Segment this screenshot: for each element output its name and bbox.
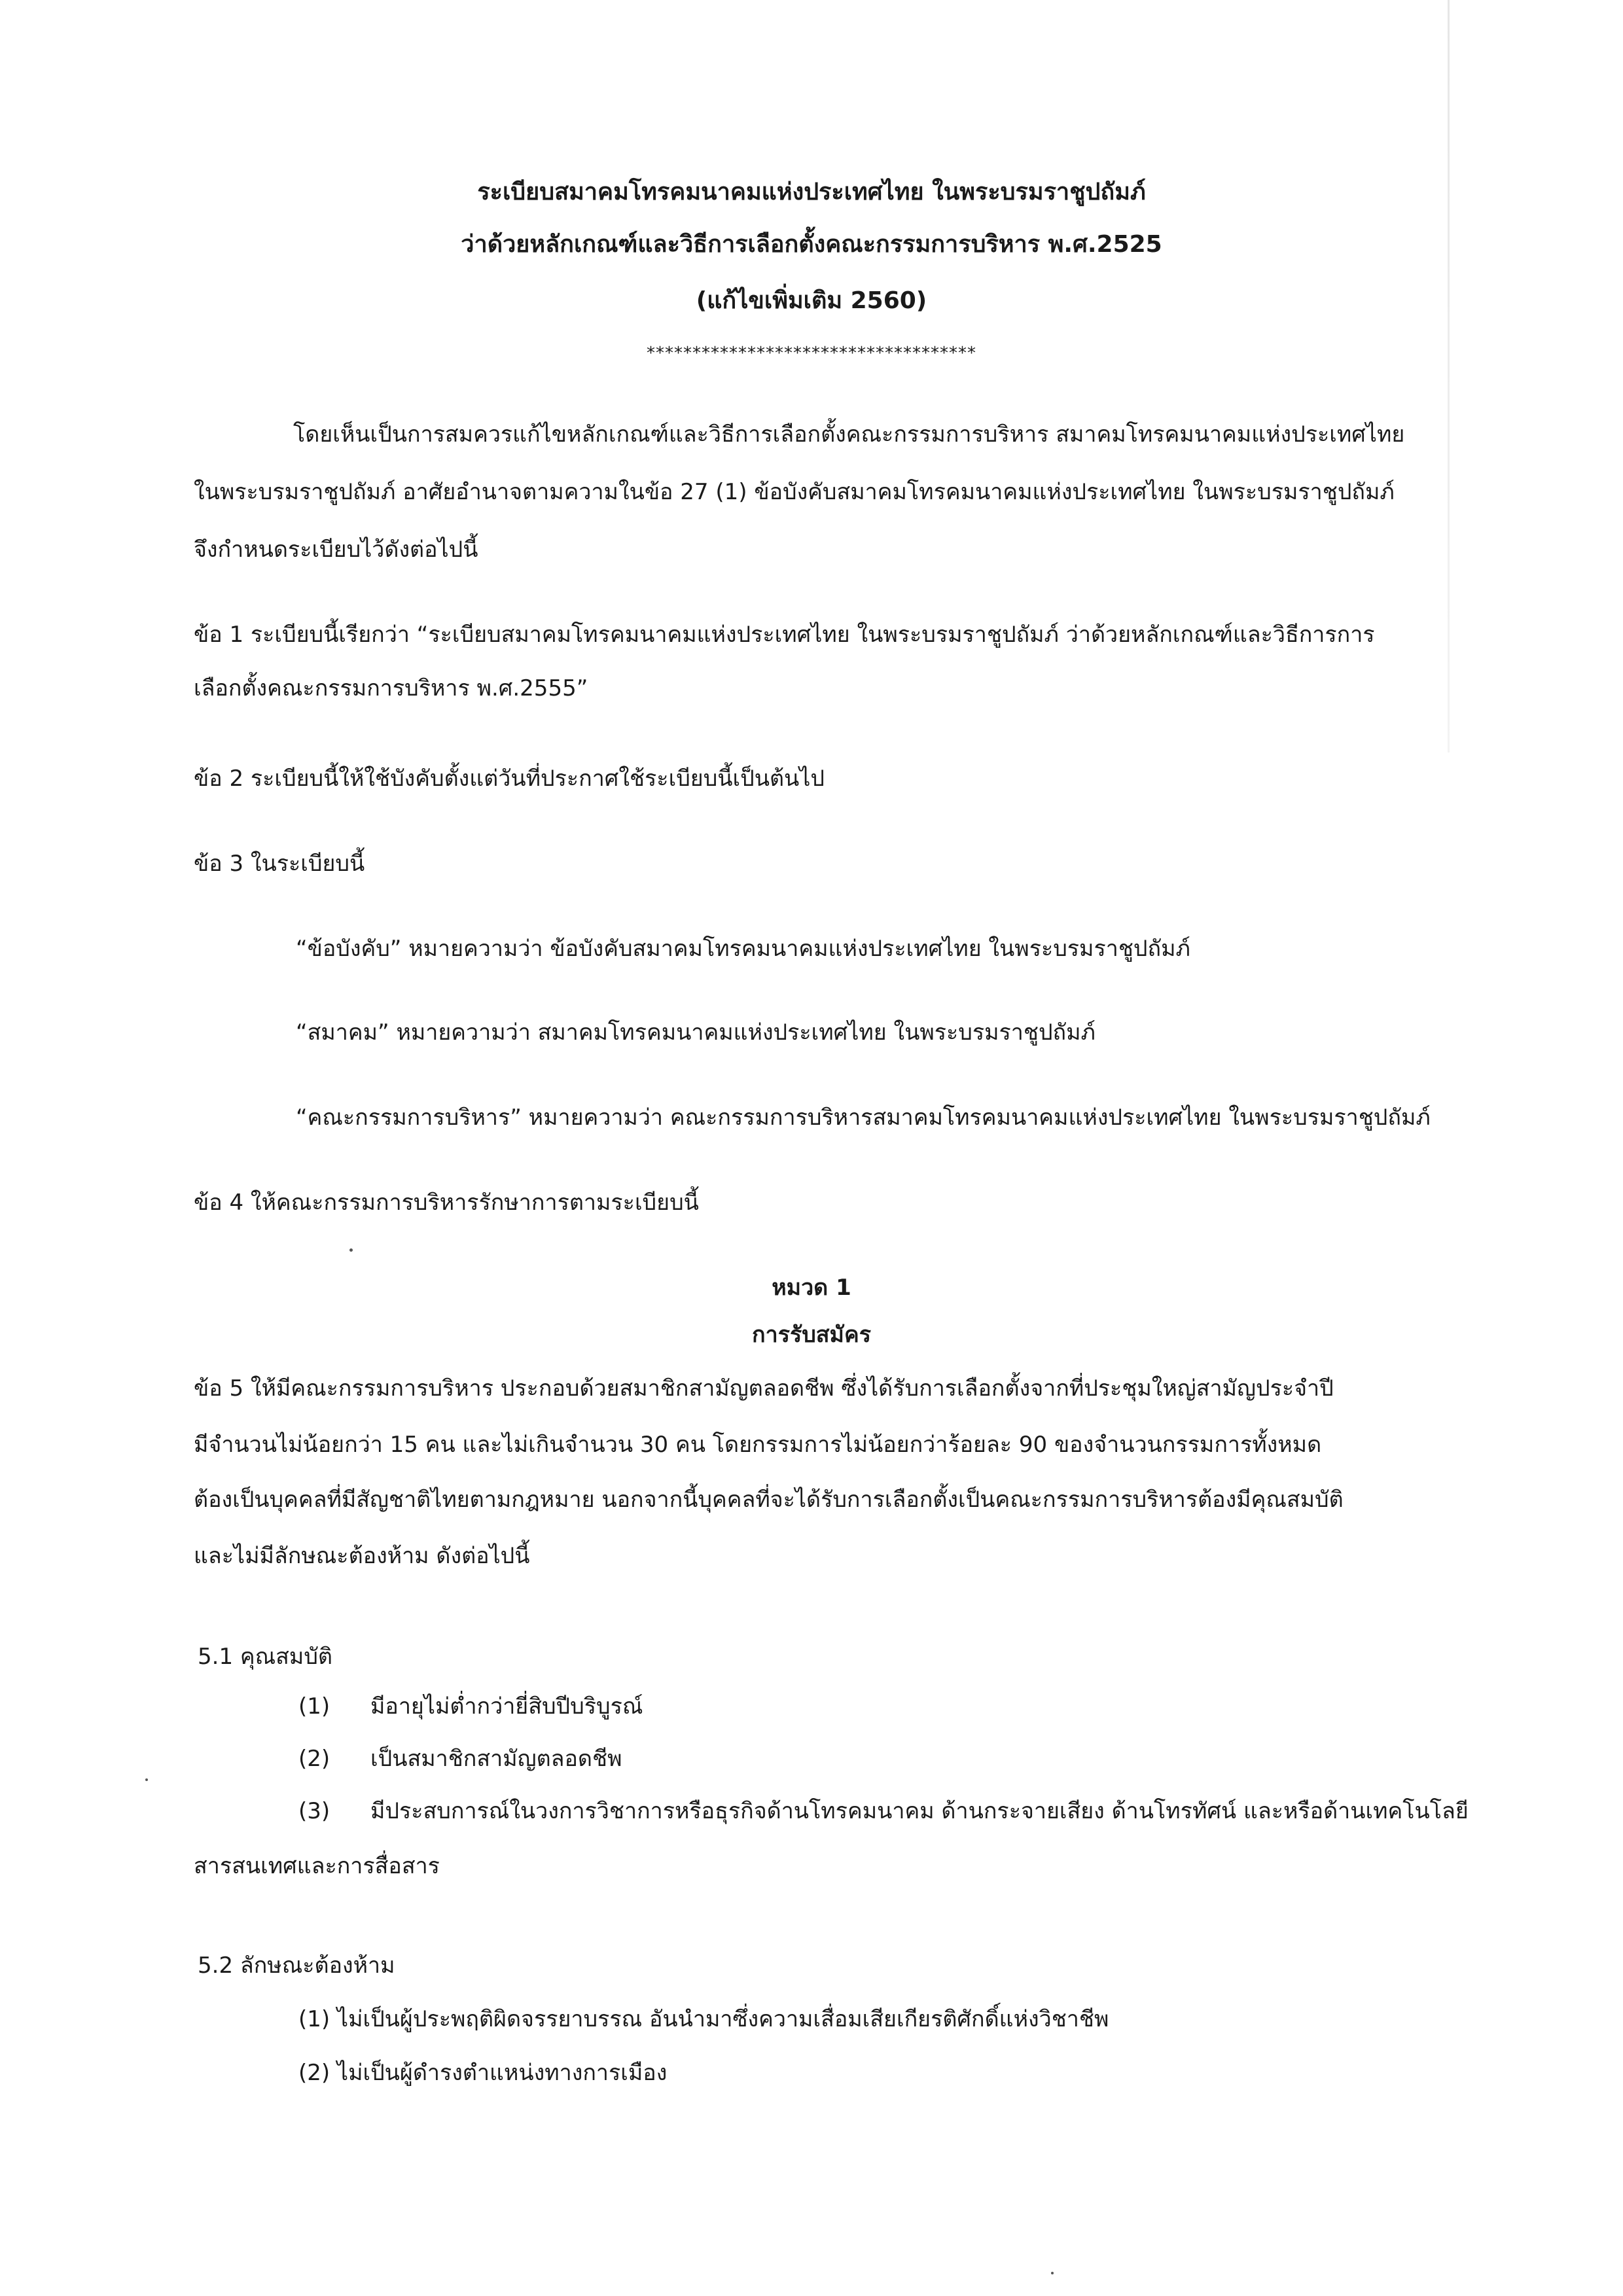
clause-2: ข้อ 2 ระเบียบนี้ให้ใช้บังคับตั้งแต่วันที่ประกาศใช้ระเบียบนี้เป็นต้นไป <box>194 766 825 792</box>
chapter-title: การรับสมัคร <box>752 1322 871 1348</box>
qualification-2-number: (2) <box>298 1746 330 1772</box>
scan-speck <box>349 1248 353 1252</box>
qualification-3-continuation: สารสนเทศและการสื่อสาร <box>194 1853 440 1879</box>
title-line-1: ระเบียบสมาคมโทรคมนาคมแห่งประเทศไทย ในพระบรมราชูปถัมภ์ <box>477 179 1146 205</box>
clause-1-line-2: เลือกตั้งคณะกรรมการบริหาร พ.ศ.2555” <box>194 675 588 701</box>
qualification-1-number: (1) <box>298 1693 330 1720</box>
qualification-3-number: (3) <box>298 1798 330 1824</box>
clause-5-line-1: ข้อ 5 ให้มีคณะกรรมการบริหาร ประกอบด้วยสมาชิกสามัญตลอดชีพ ซึ่งได้รับการเลือกตั้งจากที่ประชุมใหญ่สามัญประจำปี <box>194 1375 1334 1402</box>
qualification-2-text: เป็นสมาชิกสามัญตลอดชีพ <box>370 1746 622 1772</box>
section-5-2-heading: 5.2 ลักษณะต้องห้าม <box>198 1952 395 1979</box>
definition-executive-committee: “คณะกรรมการบริหาร” หมายความว่า คณะกรรมการบริหารสมาคมโทรคมนาคมแห่งประเทศไทย ในพระบรมราชูปถัมภ์ <box>296 1104 1431 1131</box>
preamble-line-3: จึงกำหนดระเบียบไว้ดังต่อไปนี้ <box>194 537 478 563</box>
title-separator: ************************************ <box>647 344 976 363</box>
title-line-3: (แก้ไขเพิ่มเติม 2560) <box>696 287 927 314</box>
prohibition-1: (1) ไม่เป็นผู้ประพฤติผิดจรรยาบรรณ อันนำมาซึ่งความเสื่อมเสียเกียรติศักดิ์แห่งวิชาชีพ <box>298 2006 1109 2032</box>
scan-speck <box>145 1778 148 1781</box>
definition-regulations: “ข้อบังคับ” หมายความว่า ข้อบังคับสมาคมโทรคมนาคมแห่งประเทศไทย ในพระบรมราชูปถัมภ์ <box>296 936 1190 962</box>
title-line-2: ว่าด้วยหลักเกณฑ์และวิธีการเลือกตั้งคณะกรรมการบริหาร พ.ศ.2525 <box>461 231 1162 258</box>
clause-5-line-3: ต้องเป็นบุคคลที่มีสัญชาติไทยตามกฎหมาย นอกจากนี้บุคคลที่จะได้รับการเลือกตั้งเป็นคณะกรรมการบริหารต้องมีคุณสมบัติ <box>194 1487 1344 1513</box>
clause-1-line-1: ข้อ 1 ระเบียบนี้เรียกว่า “ระเบียบสมาคมโทรคมนาคมแห่งประเทศไทย ในพระบรมราชูปถัมภ์ ว่าด้วยหลักเกณฑ์และวิธีการการ <box>194 622 1375 648</box>
preamble-line-1: โดยเห็นเป็นการสมควรแก้ไขหลักเกณฑ์และวิธีการเลือกตั้งคณะกรรมการบริหาร สมาคมโทรคมนาคมแห่งประเทศไทย <box>293 421 1405 448</box>
clause-4: ข้อ 4 ให้คณะกรรมการบริหารรักษาการตามระเบียบนี้ <box>194 1190 699 1216</box>
preamble-line-2: ในพระบรมราชูปถัมภ์ อาศัยอำนาจตามความในข้อ 27 (1) ข้อบังคับสมาคมโทรคมนาคมแห่งประเทศไทย ในพระบรมราชูปถัมภ์ <box>194 479 1395 505</box>
scan-edge-line <box>1448 0 1450 752</box>
clause-5-line-2: มีจำนวนไม่น้อยกว่า 15 คน และไม่เกินจำนวน 30 คน โดยกรรมการไม่น้อยกว่าร้อยละ 90 ของจำนวนกรรมการทั้งหมด <box>194 1432 1322 1458</box>
qualification-1-text: มีอายุไม่ต่ำกว่ายี่สิบปีบริบูรณ์ <box>370 1693 643 1720</box>
prohibition-2: (2) ไม่เป็นผู้ดำรงตำแหน่งทางการเมือง <box>298 2060 668 2086</box>
clause-5-line-4: และไม่มีลักษณะต้องห้าม ดังต่อไปนี้ <box>194 1543 530 1569</box>
clause-3: ข้อ 3 ในระเบียบนี้ <box>194 851 365 877</box>
qualification-3-text: มีประสบการณ์ในวงการวิชาการหรือธุรกิจด้านโทรคมนาคม ด้านกระจายเสียง ด้านโทรทัศน์ และหรือด้านเทคโนโลยี <box>370 1798 1469 1824</box>
chapter-number: หมวด 1 <box>772 1275 851 1301</box>
section-5-1-heading: 5.1 คุณสมบัติ <box>198 1644 332 1670</box>
definition-association: “สมาคม” หมายความว่า สมาคมโทรคมนาคมแห่งประเทศไทย ในพระบรมราชูปถัมภ์ <box>296 1019 1096 1046</box>
scan-speck <box>1051 2272 1054 2274</box>
